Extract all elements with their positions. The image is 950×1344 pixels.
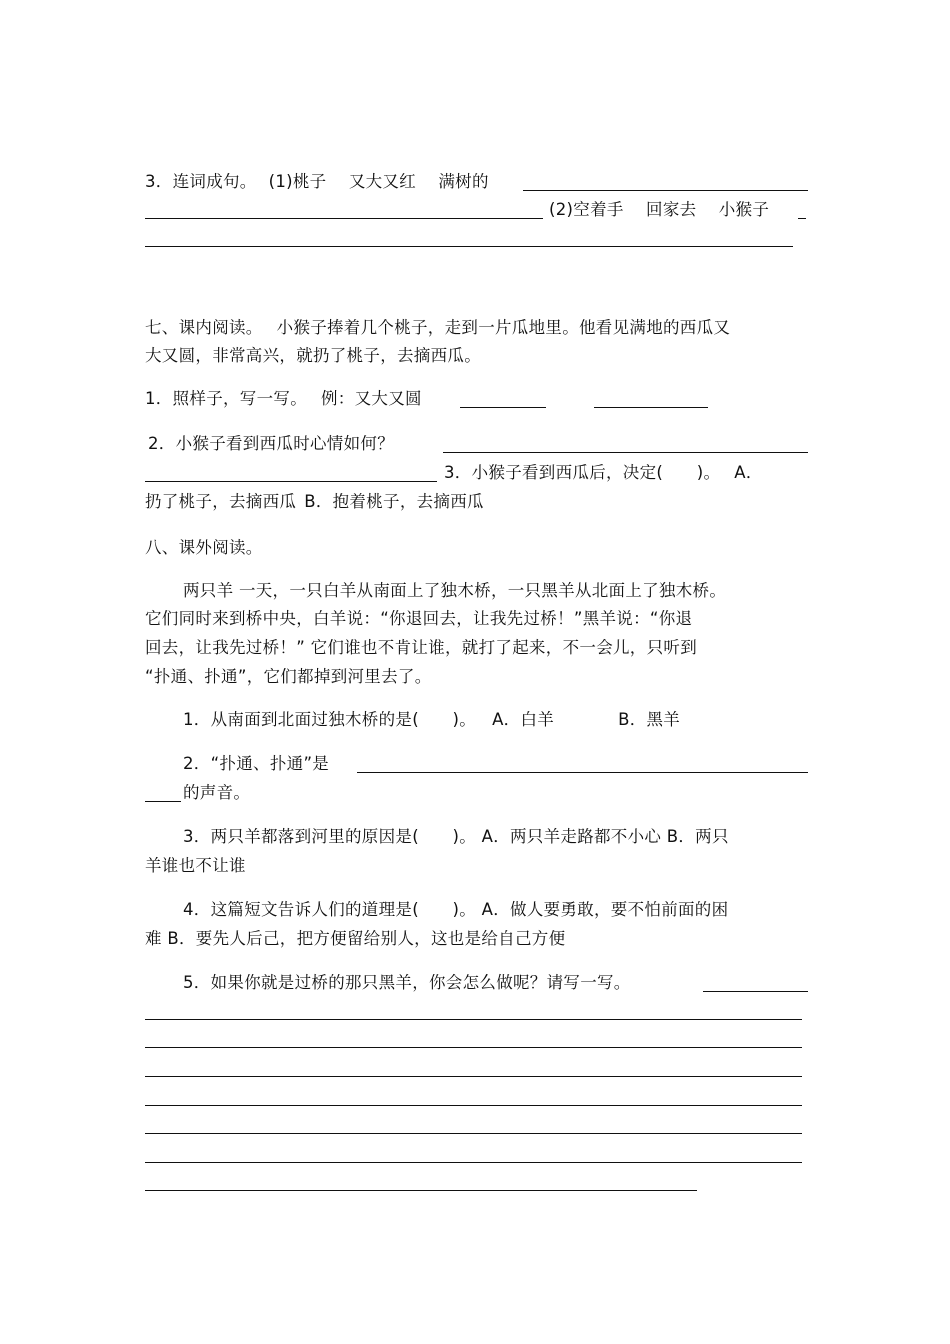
q3-sentence1: (1)桃子 又大又红 满树的 [268, 172, 489, 191]
sec8-q5-blank-6[interactable] [145, 1162, 802, 1163]
sec8-q1: 1．从南面到北面过独木桥的是( )。 [183, 710, 477, 729]
q3-label: 3．连词成句。 [145, 172, 257, 191]
sec8-passage-1: 两只羊 一天，一只白羊从南面上了独木桥，一只黑羊从北面上了独木桥。 [183, 581, 727, 600]
sec8-q1-option-b: B．黑羊 [618, 710, 681, 729]
q3-answer-blank-2a[interactable] [798, 218, 806, 219]
sec7-q1: 1．照样子，写一写。 [145, 389, 307, 408]
sec8-q3-line-b: 羊谁也不让谁 [145, 856, 246, 875]
sec8-q5: 5．如果你就是过桥的那只黑羊，你会怎么做呢？请写一写。 [183, 973, 631, 992]
sec7-title: 七、课内阅读。 [145, 318, 263, 337]
sec7-q3-options [145, 492, 810, 512]
sec8-q5-blank-7[interactable] [145, 1190, 697, 1191]
sec8-q4-line-a: 4．这篇短文告诉人们的道理是( )。 A．做人要勇敢，要不怕前面的困 [183, 900, 729, 919]
q3-sentence2: (2)空着手 回家去 小猴子 [549, 200, 770, 219]
sec8-q3-line-a: 3．两只羊都落到河里的原因是( )。 A．两只羊走路都不小心 B．两只 [183, 827, 729, 846]
sec8-q2-blank-a[interactable] [357, 772, 808, 773]
sec8-q5-blank-2[interactable] [145, 1047, 802, 1048]
sec7-q2-blank-b[interactable] [145, 481, 437, 482]
sec8-q5-blank-5[interactable] [145, 1133, 802, 1134]
q3-answer-blank-1b[interactable] [145, 218, 543, 219]
q3-answer-blank-1a[interactable] [523, 190, 808, 191]
sec7-q2: 2．小猴子看到西瓜时心情如何？ [148, 434, 394, 453]
q3-line1 [145, 172, 810, 192]
sec8-q2-line [183, 754, 810, 774]
sec8-q4-line-b: 难 B．要先人后己，把方便留给别人，这也是给自己方便 [145, 929, 566, 948]
sec8-q1-option-a: A．白羊 [492, 710, 555, 729]
sec8-q2-tail: 的声音。 [183, 783, 251, 802]
sec7-q3: 3．小猴子看到西瓜后，决定( )。 [444, 463, 721, 482]
sec8-passage-3: 回去，让我先过桥！” 它们谁也不肯让谁，就打了起来，不一会儿，只听到 [145, 638, 697, 657]
sec8-passage-2: 它们同时来到桥中央，白羊说：“你退回去，让我先过桥！”黑羊说：“你退 [145, 609, 693, 628]
sec7-q2-line [148, 434, 813, 454]
sec7-q3-line [444, 463, 810, 483]
sec8-q5-blank-4[interactable] [145, 1105, 802, 1106]
q3-answer-blank-2b[interactable] [145, 246, 793, 247]
sec7-line1 [145, 318, 810, 338]
sec8-q5-line [183, 973, 810, 993]
sec8-q5-blank-1[interactable] [145, 1019, 802, 1020]
sec7-q3-option-a-head: A． [734, 463, 763, 482]
sec7-q3-option-a: 扔了桃子，去摘西瓜 [145, 492, 297, 511]
sec8-q2-blank-b[interactable] [145, 801, 181, 802]
sec8-q5-blank-3[interactable] [145, 1076, 802, 1077]
sec7-q3-option-b: B．抱着桃子，去摘西瓜 [304, 492, 484, 511]
sec8-passage-4: “扑通、扑通”，它们都掉到河里去了。 [145, 667, 432, 686]
q3-line2 [549, 200, 809, 220]
sec7-line2 [145, 346, 810, 366]
sec7-passage-a: 小猴子捧着几个桃子，走到一片瓜地里。他看见满地的西瓜又 [276, 318, 731, 337]
sec7-q1-line [145, 389, 810, 409]
sec7-q1-example: 例：又大又圆 [321, 389, 422, 408]
sec8-q2: 2．“扑通、扑通”是 [183, 754, 330, 773]
sec8-title: 八、课外阅读。 [145, 538, 263, 557]
sec7-q1-blank-1[interactable] [460, 407, 546, 408]
sec7-passage-b: 大又圆，非常高兴，就扔了桃子，去摘西瓜。 [145, 346, 481, 365]
sec8-q5-blank-0[interactable] [703, 991, 808, 992]
sec7-q2-blank-a[interactable] [443, 452, 808, 453]
sec7-q1-blank-2[interactable] [594, 407, 708, 408]
sec8-q1-line [183, 710, 810, 730]
